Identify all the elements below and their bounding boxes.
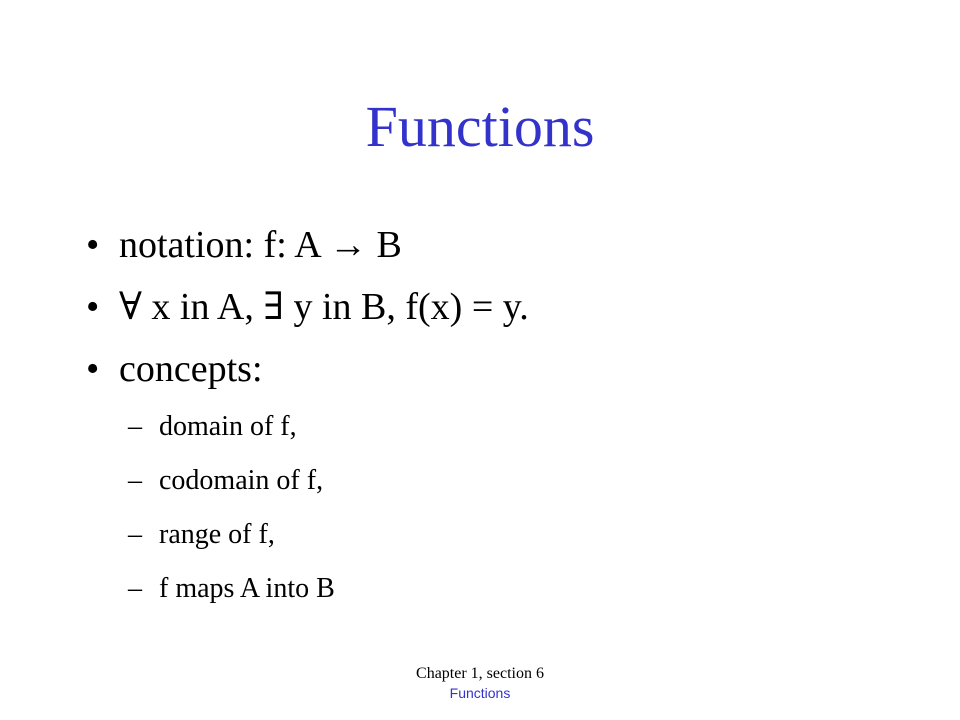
bullet-dot-icon: • [86,348,100,390]
bullet-dot-icon: • [86,224,100,266]
sub-item-text: codomain of f, [159,465,324,496]
footer-topic: Functions [449,685,511,701]
slide-title: Functions [365,94,595,159]
footer-chapter: Chapter 1, section 6 [416,665,544,682]
bullet-item-concepts [86,338,906,400]
bullet-item-definition [86,276,906,338]
sub-item-range [128,508,828,562]
sub-item-codomain [128,454,828,508]
bullet-item-notation [86,214,906,276]
dash-icon: – [128,573,142,604]
dash-icon: – [128,519,142,550]
dash-icon: – [128,465,142,496]
bullet-list [86,214,906,400]
sub-item-text: range of f, [159,519,275,550]
sub-item-text: f maps A into B [159,573,335,604]
slide-footer [350,664,610,702]
bullet-dot-icon: • [86,286,100,328]
bullet-text: concepts: [119,348,263,390]
bullet-text: notation: f: A → B [119,224,402,266]
sub-bullet-list [128,400,828,616]
dash-icon: – [128,411,142,442]
bullet-text: ∀ x in A, ∃ y in B, f(x) = y. [119,286,529,328]
sub-item-text: domain of f, [159,411,297,442]
sub-item-maps [128,562,828,616]
sub-item-domain [128,400,828,454]
